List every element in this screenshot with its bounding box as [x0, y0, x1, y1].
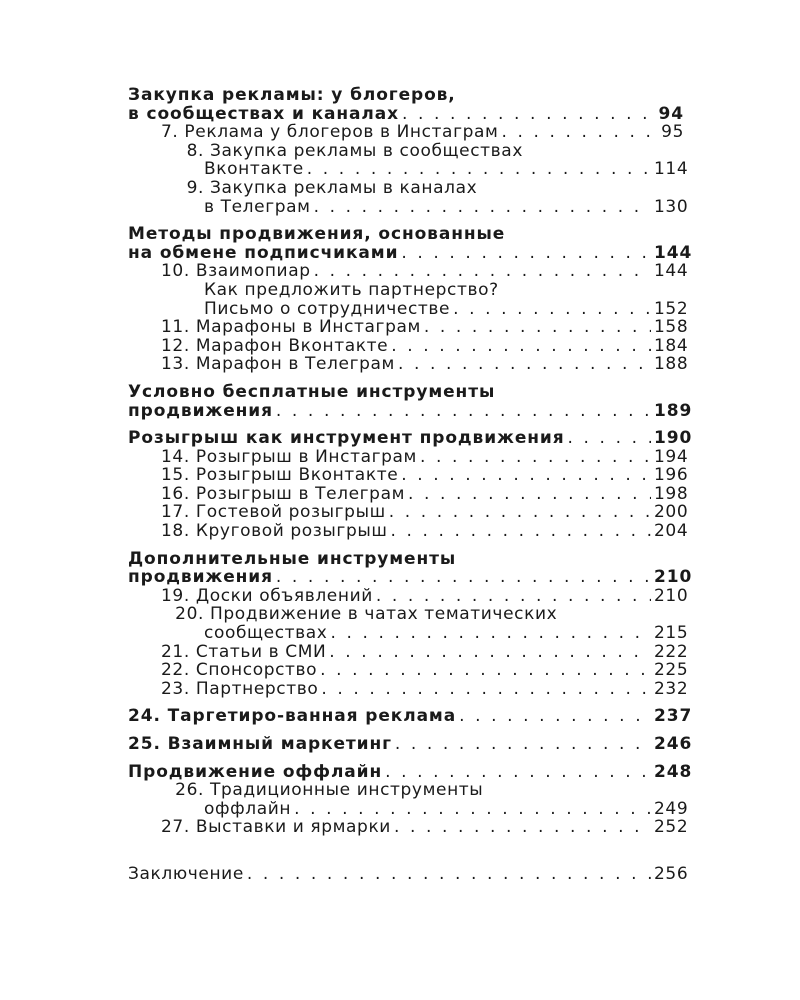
- toc-dot-leader: [401, 466, 651, 485]
- toc-chapter-number: 13.: [161, 354, 190, 375]
- toc-entry-title: Дополнительные инструменты: [128, 548, 457, 569]
- toc-page-number: 256: [654, 863, 689, 884]
- toc-section-heading: [128, 105, 684, 124]
- toc-dot-leader: [568, 429, 651, 448]
- toc-chapter-number: 15.: [161, 465, 190, 486]
- toc-page-number: 237: [654, 706, 693, 727]
- toc-chapter-entry: [128, 585, 689, 606]
- toc-chapter-entry-continued: [128, 196, 689, 217]
- toc-page-number: 196: [654, 465, 689, 486]
- toc-entry-title: Статьи в СМИ: [195, 641, 327, 662]
- toc-chapter-entry: [128, 781, 684, 800]
- table-of-contents: [128, 85, 693, 884]
- toc-dot-leader: [276, 402, 651, 421]
- toc-entry-title: Партнерство: [195, 678, 319, 699]
- toc-page-number: 144: [654, 261, 689, 282]
- toc-page-number: 94: [658, 103, 684, 124]
- toc-page-number: 215: [654, 623, 689, 644]
- toc-entry-title: Марафоны в Инстаграм: [195, 317, 421, 338]
- toc-entry-title: Реклама у блогеров в Инстаграм: [184, 122, 499, 143]
- toc-subentry: [128, 298, 689, 319]
- toc-dot-leader: [329, 643, 651, 662]
- toc-dot-leader: [453, 300, 651, 319]
- toc-page-number: 252: [654, 817, 689, 838]
- toc-page-number: 222: [654, 641, 689, 662]
- toc-section-heading: [128, 734, 693, 754]
- toc-page-number: 198: [654, 483, 689, 504]
- toc-page-number: 232: [654, 678, 689, 699]
- toc-dot-leader: [389, 503, 651, 522]
- toc-page-number: 194: [654, 446, 689, 467]
- toc-entry-title: в Телеграм: [204, 196, 311, 217]
- toc-chapter-entry: [128, 502, 689, 523]
- toc-dot-leader: [391, 522, 651, 541]
- toc-chapter-number: 23.: [161, 678, 190, 699]
- toc-page-number: 248: [654, 761, 693, 782]
- toc-chapter-entry: [128, 660, 689, 681]
- toc-page-number: 190: [654, 428, 693, 449]
- toc-page-number: 95: [661, 122, 684, 143]
- toc-chapter-entry: [128, 335, 689, 356]
- toc-dot-leader: [398, 355, 651, 374]
- toc-chapter-number: 16.: [161, 483, 190, 504]
- toc-chapter-number: 19.: [161, 585, 190, 606]
- toc-entry-title: на обмене подписчиками: [128, 242, 399, 263]
- toc-page-number: 158: [654, 317, 689, 338]
- toc-entry-title: Письмо о сотрудничестве: [204, 298, 451, 319]
- toc-dot-leader: [320, 661, 651, 680]
- toc-chapter-number: 22.: [161, 660, 190, 681]
- toc-entry-title: Круговой розыгрыш: [195, 521, 388, 542]
- toc-subentry: [128, 281, 684, 300]
- toc-entry-title: Спонсорство: [195, 660, 318, 681]
- toc-entry-title: Розыгрыш в Телеграм: [195, 483, 406, 504]
- toc-dot-leader: [321, 680, 651, 699]
- toc-chapter-entry: [128, 678, 689, 699]
- toc-dot-leader: [394, 818, 651, 837]
- toc-chapter-number: 12.: [161, 335, 190, 356]
- toc-chapter-number: 26.: [175, 780, 204, 801]
- toc-dot-leader: [307, 160, 651, 179]
- toc-chapter-number: 10.: [161, 261, 190, 282]
- toc-entry-title: Вконтакте: [204, 159, 304, 180]
- toc-entry-title: Как предложить партнерство?: [204, 279, 499, 300]
- toc-chapter-number: 9.: [186, 177, 204, 198]
- toc-chapter-number: 21.: [161, 641, 190, 662]
- toc-chapter-number: 17.: [161, 502, 190, 523]
- toc-dot-leader: [401, 244, 651, 263]
- toc-entry-title: продвижения: [128, 567, 273, 588]
- toc-entry-title: Продвижение оффлайн: [128, 761, 383, 782]
- toc-entry-title: Доски объявлений: [195, 585, 373, 606]
- toc-chapter-number: 27.: [161, 817, 190, 838]
- toc-page-number: 200: [654, 502, 689, 523]
- toc-dot-leader: [420, 448, 651, 467]
- toc-section-heading: [128, 86, 684, 105]
- toc-chapter-entry: [128, 179, 684, 198]
- toc-chapter-entry: [128, 817, 689, 838]
- toc-entry-title: 24. Таргетиро-ванная реклама: [128, 706, 457, 727]
- toc-section-heading: [128, 400, 693, 421]
- toc-dot-leader: [276, 568, 651, 587]
- toc-chapter-entry-continued: [128, 159, 689, 180]
- toc-dot-leader: [376, 587, 651, 606]
- toc-chapter-entry: [128, 317, 689, 338]
- toc-chapter-entry-continued: [128, 623, 689, 644]
- toc-section-heading: [128, 706, 693, 727]
- toc-chapter-entry: [128, 483, 689, 504]
- toc-entry-title: Розыгрыш как инструмент продвижения: [128, 428, 565, 449]
- toc-conclusion-entry: [128, 863, 689, 884]
- toc-dot-leader: [459, 707, 651, 726]
- toc-dot-leader: [408, 485, 651, 504]
- toc-chapter-entry: [128, 354, 689, 375]
- toc-entry-title: Продвижение в чатах тематических: [210, 604, 558, 625]
- toc-section-heading: [128, 225, 684, 244]
- toc-chapter-number: 18.: [161, 521, 190, 542]
- toc-dot-leader: [314, 198, 651, 217]
- toc-chapter-number: 20.: [175, 604, 204, 625]
- toc-dot-leader: [391, 337, 651, 356]
- toc-page-number: 249: [654, 798, 689, 819]
- toc-page-number: 225: [654, 660, 689, 681]
- toc-entry-title: в сообществах и каналах: [128, 103, 399, 124]
- toc-dot-leader: [330, 624, 651, 643]
- toc-entry-title: Розыгрыш Вконтакте: [195, 465, 399, 486]
- toc-dot-leader: [501, 123, 651, 142]
- toc-chapter-entry: [128, 641, 689, 662]
- toc-entry-title: Гостевой розыгрыш: [195, 502, 386, 523]
- toc-section-heading: [128, 567, 693, 588]
- toc-chapter-entry: [128, 261, 689, 282]
- toc-page-number: 210: [654, 585, 689, 606]
- toc-entry-title: Выставки и ярмарки: [195, 817, 391, 838]
- toc-page-number: 189: [654, 400, 693, 421]
- toc-page-number: 210: [654, 567, 693, 588]
- toc-chapter-entry: [128, 446, 689, 467]
- toc-entry-title: Марафон Вконтакте: [195, 335, 389, 356]
- toc-entry-title: Заключение: [128, 863, 244, 884]
- toc-dot-leader: [294, 800, 651, 819]
- toc-chapter-number: 8.: [186, 140, 204, 161]
- toc-dot-leader: [424, 318, 651, 337]
- toc-chapter-entry-continued: [128, 798, 689, 819]
- toc-section-heading: [128, 550, 684, 569]
- toc-entry-title: Методы продвижения, основанные: [128, 224, 506, 245]
- toc-page-number: 184: [654, 335, 689, 356]
- toc-entry-title: продвижения: [128, 400, 273, 421]
- toc-page-number: 144: [654, 242, 693, 263]
- toc-page-number: 246: [654, 734, 693, 754]
- toc-dot-leader: [247, 865, 651, 884]
- toc-chapter-entry: [128, 142, 684, 161]
- toc-section-heading: [128, 383, 684, 402]
- toc-entry-title: Традиционные инструменты: [210, 780, 484, 801]
- toc-chapter-entry: [128, 465, 689, 486]
- toc-entry-title: Марафон в Телеграм: [195, 354, 395, 375]
- toc-entry-title: Условно бесплатные инструменты: [128, 381, 496, 402]
- toc-page-number: 114: [654, 159, 689, 180]
- toc-chapter-entry: [128, 605, 684, 624]
- toc-section-heading: [128, 242, 693, 263]
- toc-chapter-entry: [128, 123, 684, 142]
- toc-section-heading: [128, 428, 693, 449]
- toc-entry-title: оффлайн: [204, 798, 292, 819]
- toc-entry-title: Закупка рекламы: у блогеров,: [128, 85, 456, 105]
- toc-entry-title: Розыгрыш в Инстаграм: [195, 446, 417, 467]
- toc-chapter-number: 14.: [161, 446, 190, 467]
- toc-entry-title: сообществах: [204, 623, 328, 644]
- toc-entry-title: Закупка рекламы в каналах: [210, 177, 478, 198]
- toc-chapter-entry: [128, 521, 689, 542]
- toc-dot-leader: [402, 105, 651, 124]
- toc-entry-title: 25. Взаимный маркетинг: [128, 734, 392, 754]
- toc-page-number: 130: [654, 196, 689, 217]
- toc-entry-title: Взаимопиар: [195, 261, 311, 282]
- toc-page-number: 188: [654, 354, 689, 375]
- toc-entry-title: Закупка рекламы в сообществах: [210, 140, 523, 161]
- toc-dot-leader: [314, 262, 651, 281]
- toc-section-heading: [128, 761, 693, 782]
- toc-chapter-number: 11.: [161, 317, 190, 338]
- toc-page-number: 204: [654, 521, 689, 542]
- toc-dot-leader: [385, 763, 651, 782]
- toc-chapter-number: 7.: [161, 122, 179, 143]
- toc-dot-leader: [395, 735, 651, 754]
- toc-page-number: 152: [654, 298, 689, 319]
